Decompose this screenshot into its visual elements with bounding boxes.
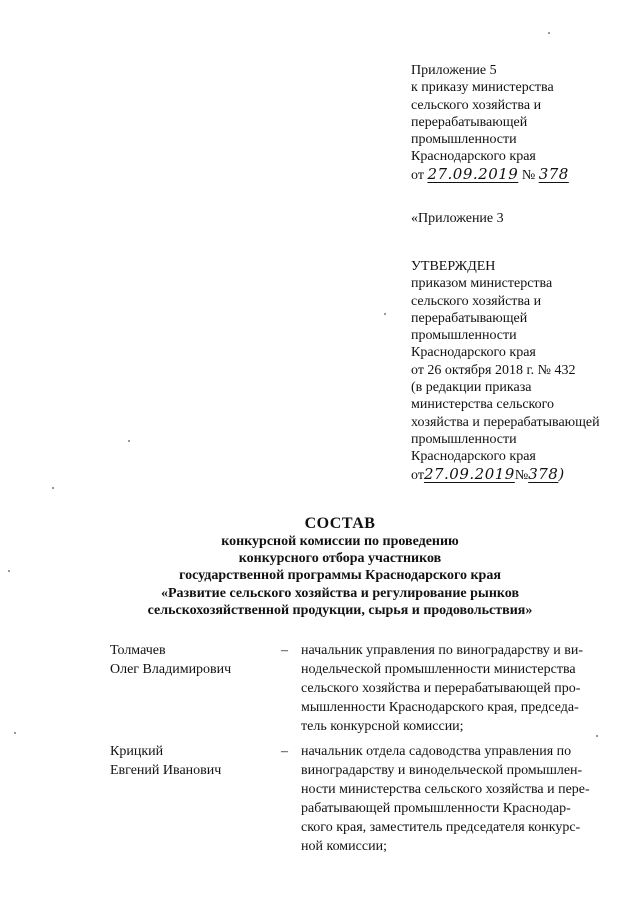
number-prefix: № bbox=[521, 167, 536, 183]
position-line: нодельческой промышленности министерства bbox=[301, 662, 576, 677]
scan-speck bbox=[52, 487, 54, 489]
member-surname: Толмачев bbox=[110, 643, 166, 658]
position-line: тель конкурсной комиссии; bbox=[301, 719, 464, 734]
position-line: рабатывающей промышленности Краснодар- bbox=[301, 801, 571, 816]
position-line: начальник отдела садоводства управления по bbox=[301, 744, 572, 759]
appendix-reference-block bbox=[411, 62, 569, 184]
title-line: конкурсной комиссии по проведению bbox=[221, 534, 459, 549]
title-heading: СОСТАВ bbox=[304, 515, 376, 532]
approved-line: (в редакции приказа bbox=[411, 380, 532, 396]
position-line: мышленности Краснодарского края, председа- bbox=[301, 700, 579, 715]
title-line: «Развитие сельского хозяйства и регулирование рынков bbox=[160, 585, 520, 601]
approved-line: приказом министерства bbox=[411, 276, 553, 292]
scan-speck bbox=[596, 735, 598, 737]
appendix-line: сельского хозяйства и bbox=[411, 97, 542, 113]
position-line: ной комиссии; bbox=[301, 839, 387, 854]
appendix-line: Приложение 5 bbox=[411, 63, 497, 78]
member-dash: – bbox=[281, 744, 288, 759]
member-surname: Крицкий bbox=[110, 744, 164, 759]
position-line: сельского хозяйства и перерабатывающей про- bbox=[301, 681, 581, 696]
approved-date-line bbox=[411, 466, 600, 484]
approved-line: промышленности bbox=[411, 328, 517, 344]
approved-line: перерабатывающей bbox=[411, 310, 528, 326]
approved-block bbox=[411, 258, 600, 484]
scan-speck bbox=[384, 313, 386, 315]
scan-speck bbox=[14, 732, 16, 734]
appendix-note: «Приложение 3 bbox=[411, 211, 504, 226]
scan-speck bbox=[548, 32, 550, 34]
appendix-line: Краснодарского края bbox=[411, 149, 536, 165]
closing-paren: ) bbox=[558, 464, 565, 483]
scan-speck bbox=[8, 570, 10, 572]
handwritten-number: 378 bbox=[538, 164, 569, 183]
position-line: виноградарству и винодельческой промышлен- bbox=[301, 763, 583, 778]
approved-line: от 26 октября 2018 г. № 432 bbox=[411, 362, 576, 378]
handwritten-number: 378 bbox=[528, 464, 559, 483]
member-name bbox=[110, 641, 231, 679]
approved-line: промышленности bbox=[411, 431, 517, 447]
date-prefix: от bbox=[411, 167, 424, 183]
member-given-names: Евгений Иванович bbox=[110, 763, 222, 778]
approved-line: сельского хозяйства и bbox=[411, 293, 542, 309]
approved-line: министерства сельского bbox=[411, 397, 555, 413]
appendix-line: перерабатывающей bbox=[411, 114, 528, 130]
order-date-line bbox=[411, 166, 569, 184]
document-title bbox=[60, 514, 620, 619]
title-line: конкурсного отбора участников bbox=[238, 551, 442, 567]
member-given-names: Олег Владимирович bbox=[110, 662, 232, 677]
member-dash: – bbox=[281, 643, 288, 658]
title-line: сельскохозяйственной продукции, сырья и продовольствия» bbox=[147, 602, 533, 618]
member-position bbox=[301, 641, 611, 736]
number-prefix: № bbox=[514, 467, 529, 483]
handwritten-date: 27.09.2019 bbox=[423, 464, 515, 483]
approved-line: УТВЕРЖДЕН bbox=[411, 259, 496, 274]
approved-line: хозяйства и перерабатывающей bbox=[411, 414, 600, 430]
position-line: ского края, заместитель председателя конкурс- bbox=[301, 820, 581, 835]
handwritten-date: 27.09.2019 bbox=[427, 164, 519, 183]
approved-line: Краснодарского края bbox=[411, 345, 536, 361]
appendix-line: к приказу министерства bbox=[411, 80, 554, 96]
appendix-line: промышленности bbox=[411, 132, 517, 148]
position-line: начальник управления по виноградарству и ви- bbox=[301, 643, 584, 658]
date-prefix: от bbox=[411, 467, 424, 483]
approved-line: Краснодарского края bbox=[411, 449, 536, 465]
member-name bbox=[110, 742, 221, 780]
position-line: ности министерства сельского хозяйства и пере- bbox=[301, 782, 590, 797]
scan-speck bbox=[128, 440, 130, 442]
title-line: государственной программы Краснодарского края bbox=[179, 568, 501, 584]
member-position bbox=[301, 742, 611, 856]
